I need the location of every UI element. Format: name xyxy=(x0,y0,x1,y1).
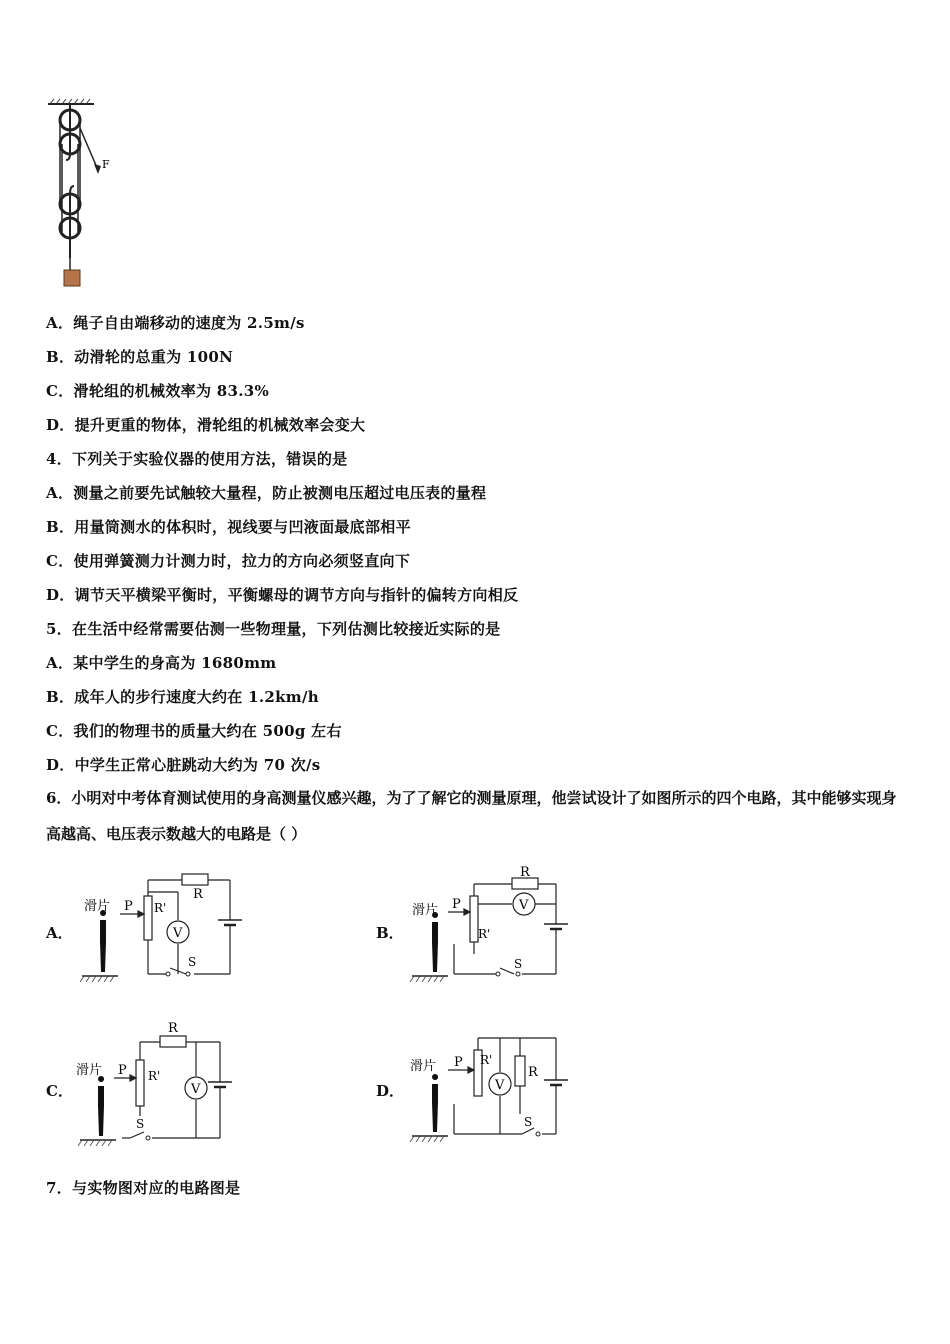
circuit-c-voltmeter-label: V xyxy=(191,1082,201,1097)
q4-stem: 4．下列关于实验仪器的使用方法，错误的是 xyxy=(46,450,348,468)
circuit-b-rprime-label: R' xyxy=(478,927,491,941)
circuit-a-r-label: R xyxy=(193,887,203,902)
circuit-c-r-label: R xyxy=(168,1021,178,1036)
circuit-d-voltmeter-label: V xyxy=(495,1078,505,1093)
circuit-a-rprime-label: R' xyxy=(154,901,167,915)
circuit-a-switch-label: S xyxy=(188,955,197,969)
q5-stem: 5．在生活中经常需要估测一些物理量，下列估测比较接近实际的是 xyxy=(46,620,501,638)
circuit-d-rprime-label: R' xyxy=(480,1053,493,1067)
q6-option-label-d: D． xyxy=(376,1082,405,1100)
circuit-b-figure xyxy=(412,862,582,988)
circuit-d-figure xyxy=(410,1034,580,1146)
q6-stem: 6．小明对中考体育测试使用的身高测量仪感兴趣，为了了解它的测量原理，他尝试设计了如图所示的四个电路，其中能够实现身高越高、电压表示数越大的电路是（ ） xyxy=(46,789,897,843)
q5-option-d: D．中学生正常心脏跳动大约为 70 次/s xyxy=(46,756,321,774)
circuit-b-r-label: R xyxy=(520,865,530,880)
circuit-d-slider-label: 滑片 xyxy=(410,1059,437,1074)
q4-option-d: D．调节天平横梁平衡时，平衡螺母的调节方向与指针的偏转方向相反 xyxy=(46,586,519,604)
circuit-c-rprime-label: R' xyxy=(148,1069,161,1083)
circuit-c-slider-label: 滑片 xyxy=(76,1063,103,1078)
circuit-a-figure xyxy=(82,868,252,988)
q4-option-a: A．测量之前要先试触较大量程，防止被测电压超过电压表的量程 xyxy=(46,484,487,502)
pulley-system-figure xyxy=(40,98,130,288)
q6-option-label-c: C． xyxy=(46,1082,73,1100)
q4-option-b: B．用量筒测水的体积时，视线要与凹液面最底部相平 xyxy=(46,518,411,536)
circuit-d-p-label: P xyxy=(454,1055,463,1070)
circuit-a-slider-label: 滑片 xyxy=(84,899,111,914)
circuit-b-p-label: P xyxy=(452,897,461,912)
q3-option-d: D．提升更重的物体，滑轮组的机械效率会变大 xyxy=(46,416,366,434)
circuit-a-voltmeter-label: V xyxy=(173,926,183,941)
circuit-b-slider-label: 滑片 xyxy=(412,903,439,918)
circuit-b-voltmeter-label: V xyxy=(519,898,529,913)
circuit-c-figure xyxy=(76,1016,246,1146)
q3-option-c: C．滑轮组的机械效率为 83.3% xyxy=(46,382,270,400)
q5-option-a: A．某中学生的身高为 1680mm xyxy=(46,654,277,672)
force-label: F xyxy=(102,158,110,171)
q3-option-a: A．绳子自由端移动的速度为 2.5m/s xyxy=(46,314,305,332)
q7-stem: 7．与实物图对应的电路图是 xyxy=(46,1179,241,1197)
circuit-b-switch-label: S xyxy=(514,957,523,971)
circuit-d-r-label: R xyxy=(528,1065,538,1080)
q4-option-c: C．使用弹簧测力计测力时，拉力的方向必须竖直向下 xyxy=(46,552,411,570)
q5-option-b: B．成年人的步行速度大约在 1.2km/h xyxy=(46,688,319,706)
circuit-a-p-label: P xyxy=(124,899,133,914)
q6-option-label-b: B． xyxy=(376,924,404,942)
circuit-c-switch-label: S xyxy=(136,1117,145,1131)
q5-option-c: C．我们的物理书的质量大约在 500g 左右 xyxy=(46,722,342,740)
circuit-d-switch-label: S xyxy=(524,1115,533,1129)
q3-option-b: B．动滑轮的总重为 100N xyxy=(46,348,234,366)
circuit-c-p-label: P xyxy=(118,1063,127,1078)
q6-option-label-a: A． xyxy=(46,924,73,942)
